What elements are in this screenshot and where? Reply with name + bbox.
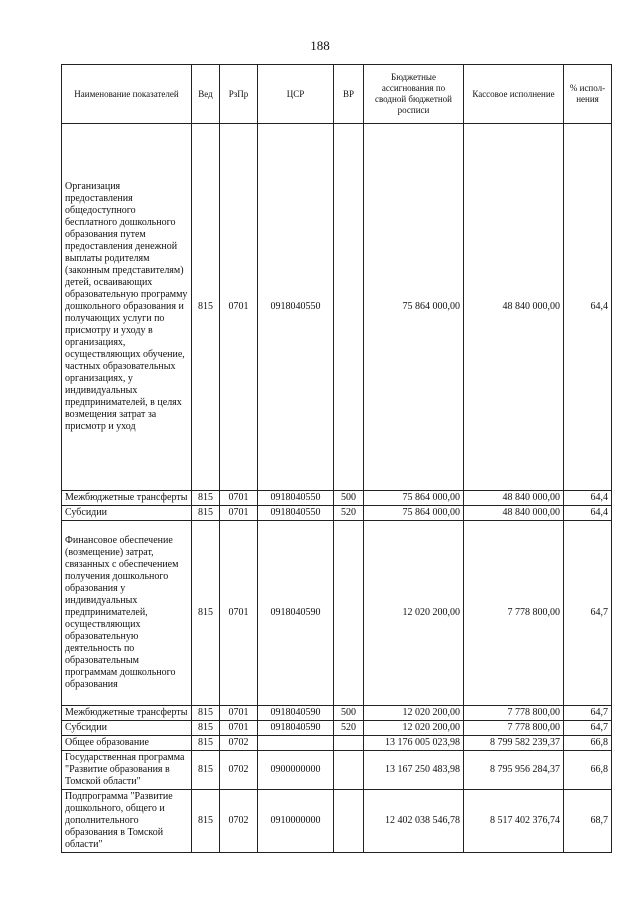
- row-assign: 75 864 000,00: [364, 491, 464, 506]
- header-name: Наименование показателей: [62, 65, 192, 124]
- row-pct: 66,8: [564, 736, 612, 751]
- row-rzpr: 0702: [220, 790, 258, 853]
- row-cash: 7 778 800,00: [464, 706, 564, 721]
- row-rzpr: 0701: [220, 521, 258, 706]
- table-row: [62, 491, 612, 506]
- row-rzpr: 0701: [220, 506, 258, 521]
- row-csr: 0918040550: [258, 491, 334, 506]
- row-name: Финансовое обеспечение (возмещение) затрат, связанных с обеспечением получения дошкольного образования у индивидуальных предпринимателей, осуществляющих образовательную деятельность по образовательным программам дошкольного образования: [62, 521, 192, 706]
- row-cash: 48 840 000,00: [464, 491, 564, 506]
- row-csr: 0918040590: [258, 521, 334, 706]
- row-vr: [334, 521, 364, 706]
- row-assign: 13 176 005 023,98: [364, 736, 464, 751]
- row-ved: 815: [192, 506, 220, 521]
- row-vr: [334, 790, 364, 853]
- row-pct: 68,7: [564, 790, 612, 853]
- row-pct: 64,7: [564, 721, 612, 736]
- row-ved: 815: [192, 124, 220, 491]
- row-name: Государственная программа "Развитие образования в Томской области": [62, 751, 192, 790]
- row-pct: 66,8: [564, 751, 612, 790]
- row-assign: 12 020 200,00: [364, 521, 464, 706]
- row-ved: 815: [192, 721, 220, 736]
- row-cash: 7 778 800,00: [464, 521, 564, 706]
- row-assign: 75 864 000,00: [364, 506, 464, 521]
- header-pct: % испол-нения: [564, 65, 612, 124]
- table-row: [62, 124, 612, 491]
- row-csr: 0918040590: [258, 721, 334, 736]
- table-row: [62, 721, 612, 736]
- row-pct: 64,4: [564, 124, 612, 491]
- row-ved: 815: [192, 751, 220, 790]
- row-assign: 12 402 038 546,78: [364, 790, 464, 853]
- row-name: Общее образование: [62, 736, 192, 751]
- row-vr: 520: [334, 721, 364, 736]
- row-name: Субсидии: [62, 721, 192, 736]
- row-ved: 815: [192, 736, 220, 751]
- header-rzpr: РзПр: [220, 65, 258, 124]
- row-ved: 815: [192, 790, 220, 853]
- table-row: [62, 751, 612, 790]
- row-name: Организация предоставления общедоступного бесплатного дошкольного образования путем предоставления денежной выплаты родителям (законным представителям) детей, осваивающих образовательную программу дошкольного образования и получающих услуги по присмотру и уходу в организациях, осуществляющих обучение, частных образовательных организациях, у индивидуальных предпринимателей, в целях возмещения затрат за присмотр и уход: [62, 124, 192, 491]
- row-vr: 520: [334, 506, 364, 521]
- row-rzpr: 0701: [220, 491, 258, 506]
- row-cash: 48 840 000,00: [464, 124, 564, 491]
- table-header-row: [62, 65, 612, 124]
- row-name: Субсидии: [62, 506, 192, 521]
- row-vr: [334, 736, 364, 751]
- row-rzpr: 0701: [220, 706, 258, 721]
- row-name: Межбюджетные трансферты: [62, 491, 192, 506]
- row-name: Подпрограмма "Развитие дошкольного, общего и дополнительного образования в Томской области": [62, 790, 192, 853]
- row-csr: [258, 736, 334, 751]
- row-vr: 500: [334, 706, 364, 721]
- row-ved: 815: [192, 521, 220, 706]
- row-ved: 815: [192, 706, 220, 721]
- header-assign: Бюджетные ассигнования по сводной бюджетной росписи: [364, 65, 464, 124]
- table-row: [62, 521, 612, 706]
- table-row: [62, 506, 612, 521]
- row-csr: 0918040550: [258, 124, 334, 491]
- row-rzpr: 0702: [220, 736, 258, 751]
- row-pct: 64,4: [564, 491, 612, 506]
- row-vr: 500: [334, 491, 364, 506]
- header-csr: ЦСР: [258, 65, 334, 124]
- row-cash: 8 517 402 376,74: [464, 790, 564, 853]
- row-cash: 8 795 956 284,37: [464, 751, 564, 790]
- row-assign: 12 020 200,00: [364, 706, 464, 721]
- row-csr: 0918040590: [258, 706, 334, 721]
- table-row: [62, 790, 612, 853]
- header-ved: Вед: [192, 65, 220, 124]
- row-assign: 12 020 200,00: [364, 721, 464, 736]
- budget-table: [61, 64, 612, 853]
- row-rzpr: 0701: [220, 124, 258, 491]
- table-row: [62, 736, 612, 751]
- table-row: [62, 706, 612, 721]
- row-pct: 64,7: [564, 521, 612, 706]
- row-rzpr: 0702: [220, 751, 258, 790]
- row-assign: 75 864 000,00: [364, 124, 464, 491]
- row-ved: 815: [192, 491, 220, 506]
- row-cash: 8 799 582 239,37: [464, 736, 564, 751]
- row-cash: 48 840 000,00: [464, 506, 564, 521]
- page-number: 188: [310, 38, 330, 53]
- row-pct: 64,7: [564, 706, 612, 721]
- row-csr: 0900000000: [258, 751, 334, 790]
- row-name: Межбюджетные трансферты: [62, 706, 192, 721]
- row-assign: 13 167 250 483,98: [364, 751, 464, 790]
- row-csr: 0910000000: [258, 790, 334, 853]
- row-vr: [334, 751, 364, 790]
- row-csr: 0918040550: [258, 506, 334, 521]
- header-vr: ВР: [334, 65, 364, 124]
- row-pct: 64,4: [564, 506, 612, 521]
- header-cash: Кассовое исполнение: [464, 65, 564, 124]
- row-cash: 7 778 800,00: [464, 721, 564, 736]
- row-vr: [334, 124, 364, 491]
- row-rzpr: 0701: [220, 721, 258, 736]
